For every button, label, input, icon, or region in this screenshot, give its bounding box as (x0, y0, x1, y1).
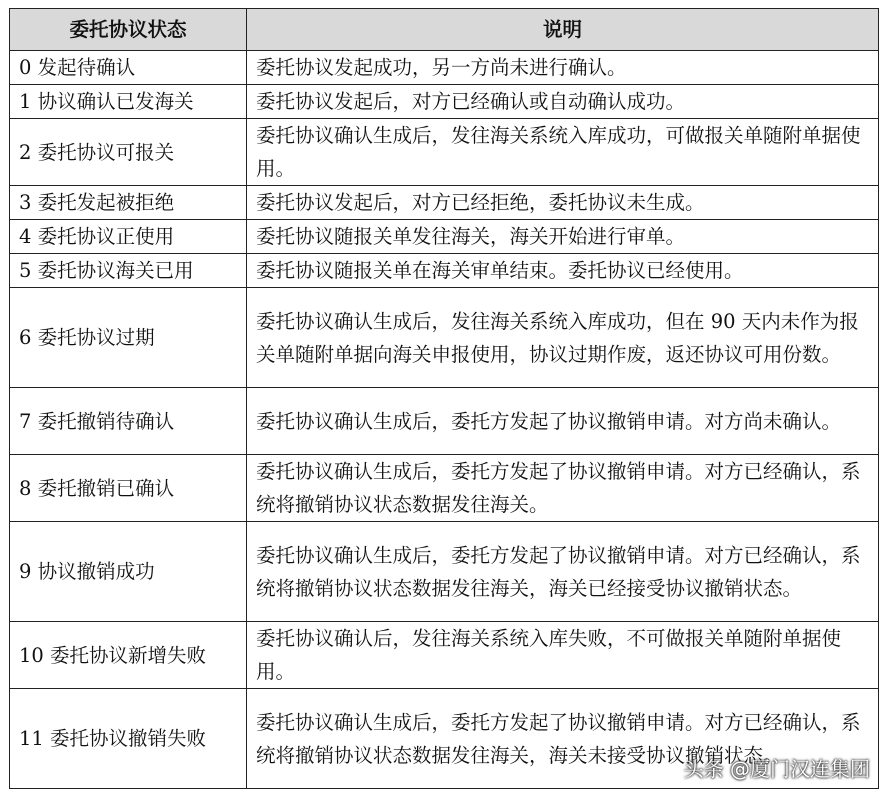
status-table (9, 8, 879, 789)
status-cell: 9 协议撤销成功 (10, 522, 247, 622)
description-cell: 委托协议发起成功，另一方尚未进行确认。 (247, 51, 879, 85)
status-cell: 7 委托撤销待确认 (10, 388, 247, 455)
status-cell: 8 委托撤销已确认 (10, 455, 247, 522)
description-cell: 委托协议确认生成后，委托方发起了协议撤销申请。对方已经确认，系统将撤销协议状态数据发往海关，海关未接受协议撤销状态。 (247, 689, 879, 789)
description-cell: 委托协议确认生成后，委托方发起了协议撤销申请。对方尚未确认。 (247, 388, 879, 455)
header-status: 委托协议状态 (10, 9, 247, 51)
watermark: 头条 @厦门汉连集团 (683, 757, 870, 781)
status-cell: 6 委托协议过期 (10, 288, 247, 388)
status-cell: 1 协议确认已发海关 (10, 85, 247, 119)
table-row (10, 220, 879, 254)
status-cell: 10 委托协议新增失败 (10, 622, 247, 689)
description-cell: 委托协议确认生成后，发往海关系统入库成功，但在 90 天内未作为报关单随附单据向海关申报使用，协议过期作废，返还协议可用份数。 (247, 288, 879, 388)
description-cell: 委托协议随报关单在海关审单结束。委托协议已经使用。 (247, 254, 879, 288)
description-cell: 委托协议确认生成后，委托方发起了协议撤销申请。对方已经确认，系统将撤销协议状态数据发往海关。 (247, 455, 879, 522)
description-cell: 委托协议发起后，对方已经确认或自动确认成功。 (247, 85, 879, 119)
description-cell: 委托协议确认生成后，发往海关系统入库成功，可做报关单随附单据使用。 (247, 119, 879, 186)
description-cell: 委托协议确认后，发往海关系统入库失败，不可做报关单随附单据使用。 (247, 622, 879, 689)
table-row (10, 622, 879, 689)
table-row (10, 455, 879, 522)
status-cell: 4 委托协议正使用 (10, 220, 247, 254)
table-row (10, 254, 879, 288)
description-cell: 委托协议确认生成后，委托方发起了协议撤销申请。对方已经确认，系统将撤销协议状态数据发往海关，海关已经接受协议撤销状态。 (247, 522, 879, 622)
header-row (10, 9, 879, 51)
description-cell: 委托协议随报关单发往海关，海关开始进行审单。 (247, 220, 879, 254)
table-row (10, 186, 879, 220)
table-row (10, 522, 879, 622)
table-row (10, 51, 879, 85)
description-cell: 委托协议发起后，对方已经拒绝，委托协议未生成。 (247, 186, 879, 220)
status-cell: 5 委托协议海关已用 (10, 254, 247, 288)
header-description: 说明 (247, 9, 879, 51)
status-cell: 3 委托发起被拒绝 (10, 186, 247, 220)
table-row (10, 85, 879, 119)
table-row (10, 119, 879, 186)
table-row (10, 388, 879, 455)
status-cell: 2 委托协议可报关 (10, 119, 247, 186)
status-cell: 0 发起待确认 (10, 51, 247, 85)
status-cell: 11 委托协议撤销失败 (10, 689, 247, 789)
table-row (10, 288, 879, 388)
